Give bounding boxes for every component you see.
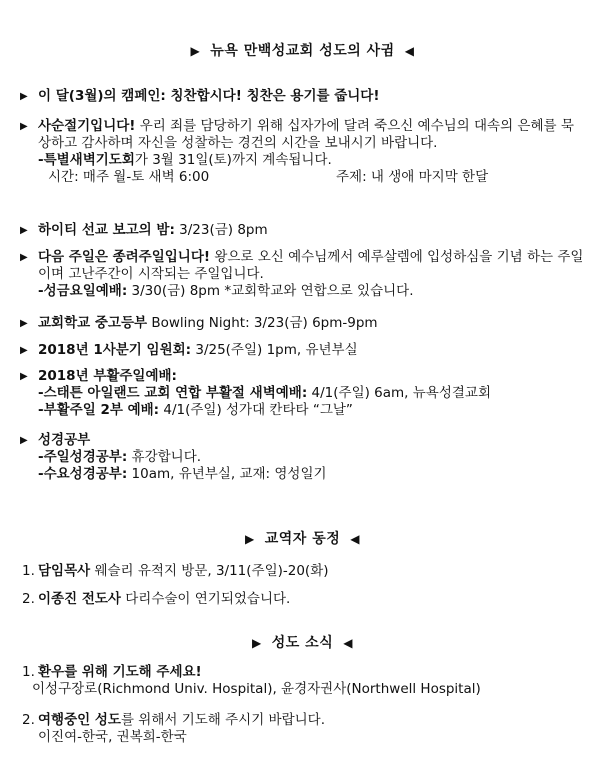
list-item: 1. 담임목사 웨슬리 유적지 방문, 3/11(주일)-20(화) <box>22 563 329 579</box>
triangle-right-icon: ▶ <box>190 44 201 58</box>
triangle-right-icon: ▶ <box>252 636 262 650</box>
bullet-icon: ▶ <box>20 435 28 446</box>
triangle-left-icon: ◀ <box>404 44 415 58</box>
bullet-icon: ▶ <box>20 121 28 132</box>
section-heading-clergy <box>0 528 605 548</box>
list-item: 2. 이종진 전도사 다리수술이 연기되었습니다. <box>22 591 291 607</box>
list-item: 2. 여행중인 성도를 위해서 기도해 주시기 바랍니다. 이진여-한국, 권복희-한국 <box>22 712 325 745</box>
bullet-icon: ▶ <box>20 371 28 382</box>
list-item: ▶ 사순절기입니다! 우리 죄를 담당하기 위해 십자가에 달려 죽으신 예수님의 대속의 은혜를 묵상하고 감사하며 자신을 성찰하는 경건의 시간을 보내시기 바랍니다. -특별새벽기도회가 3월 31일(토)까지 계속됩니다. 시간: 매주 월-토 새벽 6:00 주제: 내 생애 마지막 한달 <box>20 118 574 185</box>
list-item: ▶ 하이티 선교 보고의 밤: 3/23(금) 8pm <box>20 222 268 238</box>
section-title: 교역자 동정 <box>264 531 341 547</box>
list-item: ▶ 이 달(3월)의 캠페인: 칭찬합시다! 칭찬은 용기를 줍니다! <box>20 88 380 104</box>
list-item: ▶ 2018년 1사분기 임원회: 3/25(주일) 1pm, 유년부실 <box>20 342 358 358</box>
section-heading-fellowship <box>0 40 605 60</box>
triangle-right-icon: ▶ <box>245 532 255 546</box>
list-item: ▶ 교회학교 중고등부 Bowling Night: 3/23(금) 6pm-9pm <box>20 315 378 331</box>
triangle-left-icon: ◀ <box>343 636 353 650</box>
list-item: ▶ 성경공부 -주일성경공부: 휴강합니다. -수요성경공부: 10am, 유년부실, 교재: 영성일기 <box>20 432 327 482</box>
list-item: 1. 환우를 위해 기도해 주세요! 이성구장로(Richmond Univ. Hospital), 윤경자권사(Northwell Hospital) <box>22 664 481 697</box>
bullet-icon: ▶ <box>20 252 28 263</box>
bullet-icon: ▶ <box>20 91 28 102</box>
list-item: ▶ 2018년 부활주일예배: -스태튼 아일랜드 교회 연합 부활절 새벽예배: 4/1(주일) 6am, 뉴욕성결교회 -부활주일 2부 예배: 4/1(주일) 성가대 칸타타 “그날” <box>20 368 492 418</box>
bullet-icon: ▶ <box>20 225 28 236</box>
section-title: 성도 소식 <box>271 635 334 651</box>
list-item: ▶ 다음 주일은 종려주일입니다! 왕으로 오신 예수님께서 예루살렘에 입성하심을 기념 하는 주일이며 고난주간이 시작되는 주일입니다. -성금요일예배: 3/30(금) 8pm *교회학교와 연합으로 있습니다. <box>20 249 584 299</box>
section-heading-news <box>0 632 605 652</box>
bullet-icon: ▶ <box>20 345 28 356</box>
section-title: 뉴욕 만백성교회 성도의 사귐 <box>210 43 395 59</box>
triangle-left-icon: ◀ <box>350 532 360 546</box>
bullet-icon: ▶ <box>20 318 28 329</box>
